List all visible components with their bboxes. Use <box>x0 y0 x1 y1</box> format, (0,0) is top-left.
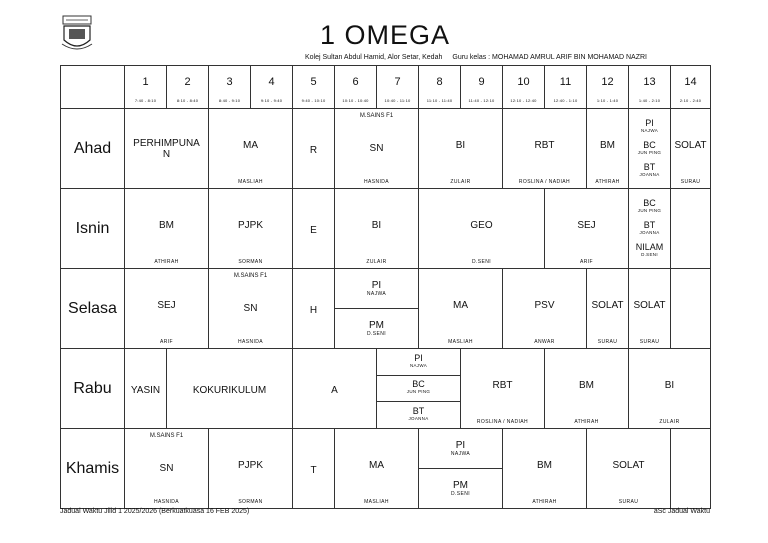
lesson-cell: BC JUN PING BT JOANNA NILAM D.SENI <box>629 189 671 269</box>
lesson-cell: SOLAT SURAU <box>587 429 671 509</box>
period-header: 12 1:10 - 1:40 <box>587 66 629 109</box>
lesson-cell: BI ZULAIR <box>419 109 503 189</box>
period-header: 8 11:10 - 11:40 <box>419 66 461 109</box>
corner-cell <box>61 66 125 109</box>
lesson-cell: RBT ROSLINA / NADIAH <box>503 109 587 189</box>
period-header: 5 9:40 - 10:10 <box>293 66 335 109</box>
class-title: 1 OMEGA <box>319 20 451 50</box>
day-row-rabu <box>61 349 711 429</box>
day-label: Selasa <box>61 269 125 349</box>
school-crest-logo <box>60 14 94 54</box>
lesson-cell: SOLAT SURAU <box>629 269 671 349</box>
lesson-cell: PERHIMPUNA N <box>125 109 209 189</box>
period-header: 9 11:40 - 12:10 <box>461 66 503 109</box>
lesson-cell: BM ATHIRAH <box>545 349 629 429</box>
period-header: 6 10:10 - 10:40 <box>335 66 377 109</box>
day-row-isnin <box>61 189 711 269</box>
lesson-cell: PI NAJWA BC JUN PING BT JOANNA <box>629 109 671 189</box>
lesson-cell: R <box>293 109 335 189</box>
period-header: 2 8:10 - 8:40 <box>167 66 209 109</box>
day-row-khamis <box>61 429 711 509</box>
footer-left: Jadual Waktu Jilid 1 2025/2026 (Berkuatkuasa 16 FEB 2025) <box>60 508 250 515</box>
period-header: 4 9:10 - 9:40 <box>251 66 293 109</box>
empty-cell <box>671 269 711 349</box>
lesson-cell: MA MASLIAH <box>335 429 419 509</box>
period-header: 14 2:10 - 2:40 <box>671 66 711 109</box>
lesson-cell: A <box>293 349 377 429</box>
lesson-cell: YASIN <box>125 349 167 429</box>
lesson-cell: BI ZULAIR <box>629 349 711 429</box>
period-header: 10 12:10 - 12:40 <box>503 66 545 109</box>
lesson-cell: KOKURIKULUM <box>167 349 293 429</box>
empty-cell <box>671 189 711 269</box>
lesson-cell: SOLAT SURAU <box>671 109 711 189</box>
day-label: Rabu <box>61 349 125 429</box>
period-header-row <box>61 66 711 109</box>
lesson-cell: T <box>293 429 335 509</box>
lesson-cell: BM ATHIRAH <box>503 429 587 509</box>
day-label: Isnin <box>61 189 125 269</box>
period-header: 7 10:40 - 11:10 <box>377 66 419 109</box>
lesson-cell: PI NAJWA PM D.SENI <box>419 429 503 509</box>
lesson-cell: GEO D.SENI <box>419 189 545 269</box>
lesson-cell: SEJ ARIF <box>545 189 629 269</box>
lesson-cell: RBT ROSLINA / NADIAH <box>461 349 545 429</box>
day-row-ahad <box>61 109 711 189</box>
lesson-cell: M.SAINS F1 SN HASNIDA <box>335 109 419 189</box>
period-header: 13 1:40 - 2:10 <box>629 66 671 109</box>
header-info <box>305 54 647 61</box>
lesson-cell: E <box>293 189 335 269</box>
lesson-cell: PSV ANWAR <box>503 269 587 349</box>
lesson-cell: BM ATHIRAH <box>125 189 209 269</box>
lesson-cell: MA MASLIAH <box>419 269 503 349</box>
period-header: 1 7:40 - 8:10 <box>125 66 167 109</box>
lesson-cell: PI NAJWA BC JUN PING BT JOANNA <box>377 349 461 429</box>
lesson-cell: BI ZULAIR <box>335 189 419 269</box>
day-label: Khamis <box>61 429 125 509</box>
lesson-cell: PJPK SORMAN <box>209 189 293 269</box>
lesson-cell: PI NAJWA PM D.SENI <box>335 269 419 349</box>
empty-cell <box>671 429 711 509</box>
timetable <box>60 65 711 509</box>
lesson-cell: M.SAINS F1 SN HASNIDA <box>125 429 209 509</box>
day-row-selasa <box>61 269 711 349</box>
school-name: Kolej Sultan Abdul Hamid, Alor Setar, Kedah <box>305 54 443 61</box>
lesson-cell: SEJ ARIF <box>125 269 209 349</box>
class-teacher: Guru kelas : MOHAMAD AMRUL ARIF BIN MOHAMAD NAZRI <box>452 54 647 61</box>
footer-right: aSc Jadual Waktu <box>653 508 710 515</box>
lesson-cell: H <box>293 269 335 349</box>
lesson-cell: M.SAINS F1 SN HASNIDA <box>209 269 293 349</box>
period-header: 11 12:40 - 1:10 <box>545 66 587 109</box>
period-header: 3 8:40 - 9:10 <box>209 66 251 109</box>
lesson-cell: SOLAT SURAU <box>587 269 629 349</box>
lesson-cell: PJPK SORMAN <box>209 429 293 509</box>
lesson-cell: BM ATHIRAH <box>587 109 629 189</box>
day-label: Ahad <box>61 109 125 189</box>
lesson-cell: MA MASLIAH <box>209 109 293 189</box>
